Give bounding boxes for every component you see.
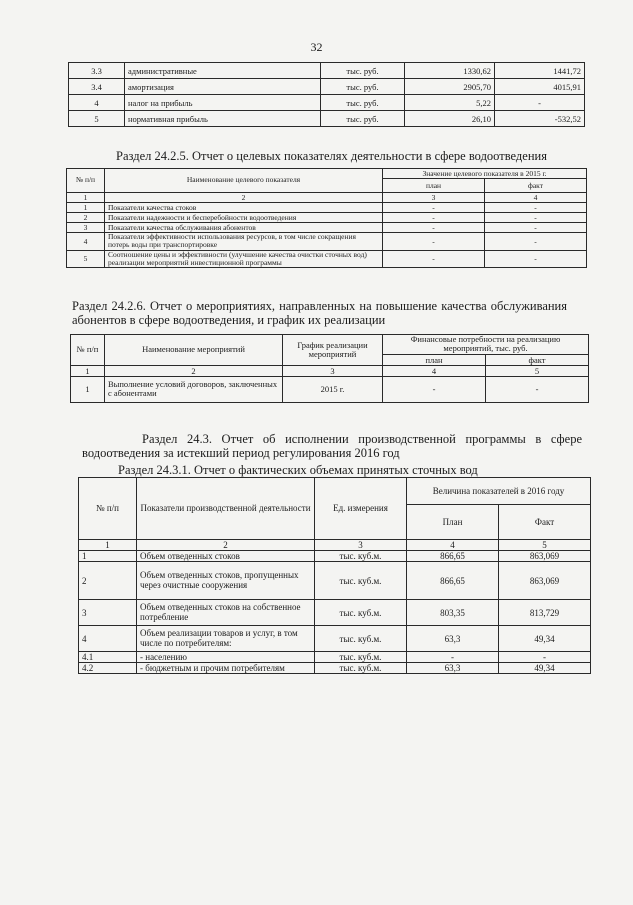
header-finance-group: Финансовые потребности на реализацию мероприятий, тыс. руб. [383, 335, 589, 355]
row-name: Соотношение цены и эффективности (улучшение качества очистки сточных вод) реализации мероприятий инвестиционной программы [105, 250, 383, 268]
row-name: амортизация [125, 79, 321, 95]
row-plan: - [383, 213, 485, 223]
col-number: 4 [407, 540, 499, 551]
table-row [67, 203, 587, 213]
row-unit: тыс. руб. [321, 63, 405, 79]
table-row [67, 213, 587, 223]
header-name: Наименование мероприятий [105, 335, 283, 366]
target-indicators-table [66, 168, 587, 268]
row-plan: - [383, 223, 485, 233]
section-heading-24-3: Раздел 24.3. Отчет об исполнении производственной программы в сфере водоотведения за истекший период регулирования 2016 год [82, 432, 582, 461]
row-number: 3.4 [69, 79, 125, 95]
row-fact: 863,069 [499, 551, 591, 562]
col-number: 1 [79, 540, 137, 551]
row-name: - населению [137, 652, 315, 663]
row-plan: - [383, 376, 486, 402]
section-heading-24-3-1: Раздел 24.3.1. Отчет о фактических объемах принятых сточных вод [118, 463, 478, 477]
row-plan: 5,22 [405, 95, 495, 111]
row-name: Объем отведенных стоков, пропущенных через очистные сооружения [137, 562, 315, 600]
row-plan: 63,3 [407, 663, 499, 674]
row-fact: 49,34 [499, 626, 591, 652]
row-fact: - [485, 250, 587, 268]
row-plan: - [383, 203, 485, 213]
header-plan: план [383, 354, 486, 365]
row-unit: тыс. куб.м. [315, 663, 407, 674]
header-fact: Факт [499, 505, 591, 540]
col-number: 4 [485, 193, 587, 203]
row-plan: 803,35 [407, 600, 499, 626]
section-heading-24-2-6: Раздел 24.2.6. Отчет о мероприятиях, направленных на повышение качества обслуживания абонентов в сфере водоотведения, и график их реализации [72, 299, 567, 328]
header-value-group: Значение целевого показателя в 2015 г. [383, 169, 587, 179]
table-row [79, 562, 591, 600]
row-number: 3.3 [69, 63, 125, 79]
header-name: Показатели производственной деятельности [137, 478, 315, 540]
table-row [79, 652, 591, 663]
row-name: Показатели качества стоков [105, 203, 383, 213]
row-plan: 26,10 [405, 111, 495, 127]
row-unit: тыс. куб.м. [315, 600, 407, 626]
table-row [67, 223, 587, 233]
row-name: - бюджетным и прочим потребителям [137, 663, 315, 674]
table-row [79, 626, 591, 652]
row-number: 1 [79, 551, 137, 562]
col-number: 3 [283, 365, 383, 376]
header-num: № п/п [71, 335, 105, 366]
row-unit: тыс. куб.м. [315, 562, 407, 600]
row-plan: 866,65 [407, 551, 499, 562]
row-number: 3 [79, 600, 137, 626]
row-plan: 1330,62 [405, 63, 495, 79]
row-number: 5 [67, 250, 105, 268]
row-name: Показатели качества обслуживания абонентов [105, 223, 383, 233]
header-num: № п/п [67, 169, 105, 193]
table-row [79, 551, 591, 562]
row-fact: - [485, 213, 587, 223]
row-name: Объем отведенных стоков на собственное потребление [137, 600, 315, 626]
col-number: 2 [105, 365, 283, 376]
row-name: нормативная прибыль [125, 111, 321, 127]
header-schedule: График реализации мероприятий [283, 335, 383, 366]
row-plan: - [383, 250, 485, 268]
table-row [67, 250, 587, 268]
row-plan: 63,3 [407, 626, 499, 652]
col-number: 3 [383, 193, 485, 203]
header-unit: Ед. измерения [315, 478, 407, 540]
row-fact: - [485, 223, 587, 233]
row-unit: тыс. руб. [321, 79, 405, 95]
cost-table-continuation [68, 62, 585, 127]
row-number: 4.2 [79, 663, 137, 674]
row-fact: - [485, 233, 587, 251]
table-row [67, 233, 587, 251]
row-number: 4 [69, 95, 125, 111]
col-number: 5 [486, 365, 589, 376]
col-number: 1 [67, 193, 105, 203]
header-plan: План [407, 505, 499, 540]
row-unit: тыс. куб.м. [315, 652, 407, 663]
row-schedule: 2015 г. [283, 376, 383, 402]
row-number: 4 [67, 233, 105, 251]
table-row [69, 111, 585, 127]
row-unit: тыс. руб. [321, 111, 405, 127]
row-fact: - [485, 203, 587, 213]
col-number: 2 [105, 193, 383, 203]
row-number: 4.1 [79, 652, 137, 663]
row-fact: - [499, 652, 591, 663]
row-name: Объем отведенных стоков [137, 551, 315, 562]
wastewater-volumes-table [78, 477, 591, 674]
row-fact: -532,52 [495, 111, 585, 127]
section-heading-24-2-5: Раздел 24.2.5. Отчет о целевых показателях деятельности в сфере водоотведения [116, 149, 547, 163]
header-name: Наименование целевого показателя [105, 169, 383, 193]
table-row [79, 663, 591, 674]
row-number: 1 [71, 376, 105, 402]
row-name: Показатели надежности и бесперебойности водоотведения [105, 213, 383, 223]
row-name: Выполнение условий договоров, заключенных с абонентами [105, 376, 283, 402]
table-row [79, 600, 591, 626]
row-number: 3 [67, 223, 105, 233]
col-number: 1 [71, 365, 105, 376]
row-name: административные [125, 63, 321, 79]
header-plan: план [383, 179, 485, 193]
row-name: Объем реализации товаров и услуг, в том числе по потребителям: [137, 626, 315, 652]
row-fact: 4015,91 [495, 79, 585, 95]
row-plan: 2905,70 [405, 79, 495, 95]
row-number: 2 [79, 562, 137, 600]
row-fact: 49,34 [499, 663, 591, 674]
row-number: 4 [79, 626, 137, 652]
measures-table [70, 334, 589, 403]
row-fact: - [486, 376, 589, 402]
col-number: 3 [315, 540, 407, 551]
col-number: 4 [383, 365, 486, 376]
header-fact: факт [485, 179, 587, 193]
page-number: 32 [310, 40, 323, 54]
header-value-group: Величина показателей в 2016 году [407, 478, 591, 505]
row-fact: 813,729 [499, 600, 591, 626]
table-row [69, 63, 585, 79]
row-name: Показатели эффективности использования ресурсов, в том числе сокращения потерь воды при транспортировке [105, 233, 383, 251]
table-row [69, 95, 585, 111]
table-row [71, 376, 589, 402]
row-plan: - [407, 652, 499, 663]
row-unit: тыс. руб. [321, 95, 405, 111]
row-name: налог на прибыль [125, 95, 321, 111]
row-number: 1 [67, 203, 105, 213]
row-number: 5 [69, 111, 125, 127]
table-row [69, 79, 585, 95]
header-fact: факт [486, 354, 589, 365]
row-fact: - [495, 95, 585, 111]
col-number: 5 [499, 540, 591, 551]
col-number: 2 [137, 540, 315, 551]
header-num: № п/п [79, 478, 137, 540]
row-fact: 863,069 [499, 562, 591, 600]
row-unit: тыс. куб.м. [315, 551, 407, 562]
row-unit: тыс. куб.м. [315, 626, 407, 652]
row-plan: 866,65 [407, 562, 499, 600]
row-plan: - [383, 233, 485, 251]
row-number: 2 [67, 213, 105, 223]
row-fact: 1441,72 [495, 63, 585, 79]
